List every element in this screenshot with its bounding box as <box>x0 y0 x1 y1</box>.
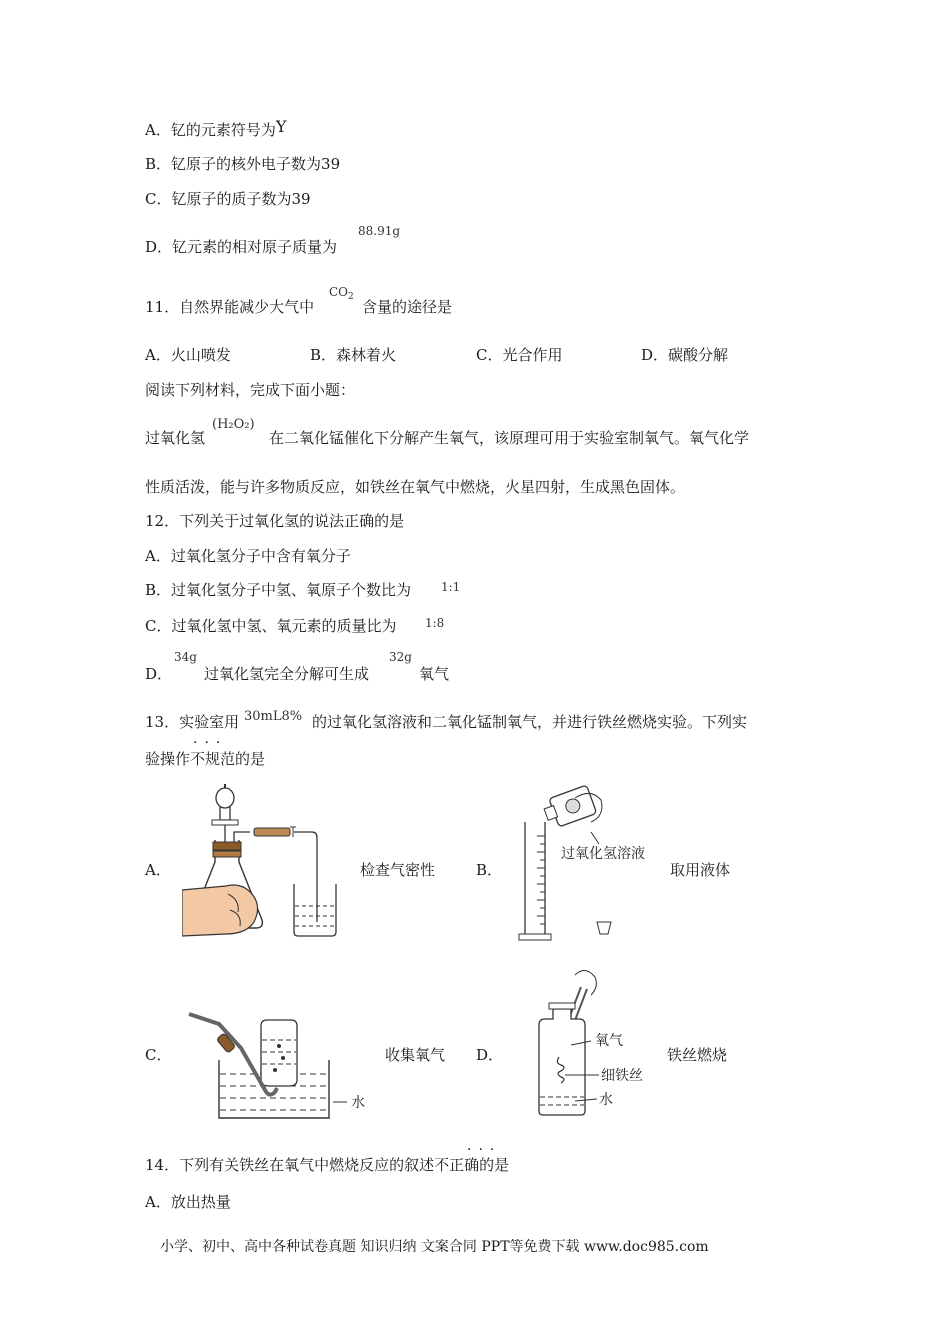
emphasis-dots-q14: ··· <box>467 1142 502 1158</box>
collect-oxygen-figure <box>185 1010 375 1125</box>
q12-option-d-mass2: 32g <box>389 650 412 664</box>
pour-liquid-label: 过氧化氢溶液 <box>561 846 645 862</box>
q11-stem-pre: 11．自然界能减少大气中 <box>145 298 315 316</box>
q10-option-d: D．钇元素的相对原子质量为 <box>145 238 338 256</box>
q13-option-d-letter: D． <box>476 1046 504 1064</box>
iron-wire-label: 细铁丝 <box>601 1068 643 1084</box>
co2-subscript: 2 <box>348 292 354 302</box>
q13-option-d-caption: 铁丝燃烧 <box>667 1046 728 1064</box>
q13-option-c-letter: C． <box>145 1046 172 1064</box>
emphasis-dots-q13: ··· <box>193 735 228 751</box>
q13-stem-post: 的过氧化氢溶液和二氧化锰制氧气，并进行铁丝燃烧实验。下列实 <box>312 713 748 731</box>
water-label: 水 <box>599 1092 613 1108</box>
q11-option-a: A．火山喷发 <box>145 346 231 364</box>
airtightness-check-figure <box>182 782 362 942</box>
q10-option-c: C．钇原子的质子数为39 <box>145 190 311 208</box>
q11-option-b: B．森林着火 <box>310 346 397 364</box>
q12-option-a: A．过氧化氢分子中含有氧分子 <box>145 547 351 565</box>
yttrium-symbol: Y <box>275 117 287 136</box>
q10-option-a <box>145 117 287 140</box>
co2-main: CO <box>329 285 349 299</box>
collect-water-label: 水 <box>351 1095 365 1111</box>
material-line1-pre: 过氧化氢 <box>145 429 206 447</box>
q14-option-a: A．放出热量 <box>145 1193 231 1211</box>
co2-formula <box>329 285 354 304</box>
page-footer: 小学、初中、高中各种试卷真题 知识归纳 文案合同 PPT等免费下载 www.doc985.com <box>160 1239 709 1255</box>
q11-stem-post: 含量的途径是 <box>362 298 453 316</box>
q10-atomic-mass: 88.91g <box>358 224 401 238</box>
q13-stem-pre: 13．实验室用 <box>145 713 240 731</box>
q10-option-b: B．钇原子的核外电子数为39 <box>145 155 341 173</box>
q13-option-c-caption: 收集氧气 <box>385 1046 446 1064</box>
q13-amount: 30mL8% <box>244 709 303 724</box>
q12-option-c-ratio: 1:8 <box>425 616 445 630</box>
q12-option-d-mid: 过氧化氢完全分解可生成 <box>204 665 370 683</box>
q13-option-b-letter: B． <box>476 861 503 879</box>
q12-option-d-prefix: D． <box>145 665 173 683</box>
q11-option-d: D．碳酸分解 <box>641 346 729 364</box>
q14-stem: 14．下列有关铁丝在氧气中燃烧反应的叙述不正确的是 <box>145 1156 510 1174</box>
iron-wire-burning-figure <box>515 965 665 1125</box>
material-intro: 阅读下列材料，完成下面小题： <box>145 381 356 399</box>
q12-option-d-mass1: 34g <box>174 650 197 664</box>
q13-option-a-letter: A． <box>145 861 171 879</box>
pour-liquid-figure <box>515 782 665 947</box>
q11-option-c: C．光合作用 <box>476 346 563 364</box>
q12-option-b: B．过氧化氢分子中氢、氧原子个数比为 <box>145 581 412 599</box>
q10-option-a-text: A．钇的元素符号为 <box>145 121 276 139</box>
h2o2-formula: (H₂O₂) <box>212 417 255 432</box>
oxygen-label: 氧气 <box>595 1033 623 1049</box>
material-line2: 性质活泼，能与许多物质反应，如铁丝在氧气中燃烧，火星四射，生成黑色固体。 <box>145 478 686 496</box>
q12-option-b-ratio: 1:1 <box>441 580 461 594</box>
q13-option-a-caption: 检查气密性 <box>360 861 436 879</box>
q13-option-b-caption: 取用液体 <box>670 861 731 879</box>
q12-stem: 12．下列关于过氧化氢的说法正确的是 <box>145 512 405 530</box>
q12-option-c: C．过氧化氢中氢、氧元素的质量比为 <box>145 617 397 635</box>
q12-option-d-end: 氧气 <box>419 665 450 683</box>
material-line1-post: 在二氧化锰催化下分解产生氧气，该原理可用于实验室制氧气。氧气化学 <box>269 429 750 447</box>
q13-line2: 验操作不规范的是 <box>145 750 266 768</box>
